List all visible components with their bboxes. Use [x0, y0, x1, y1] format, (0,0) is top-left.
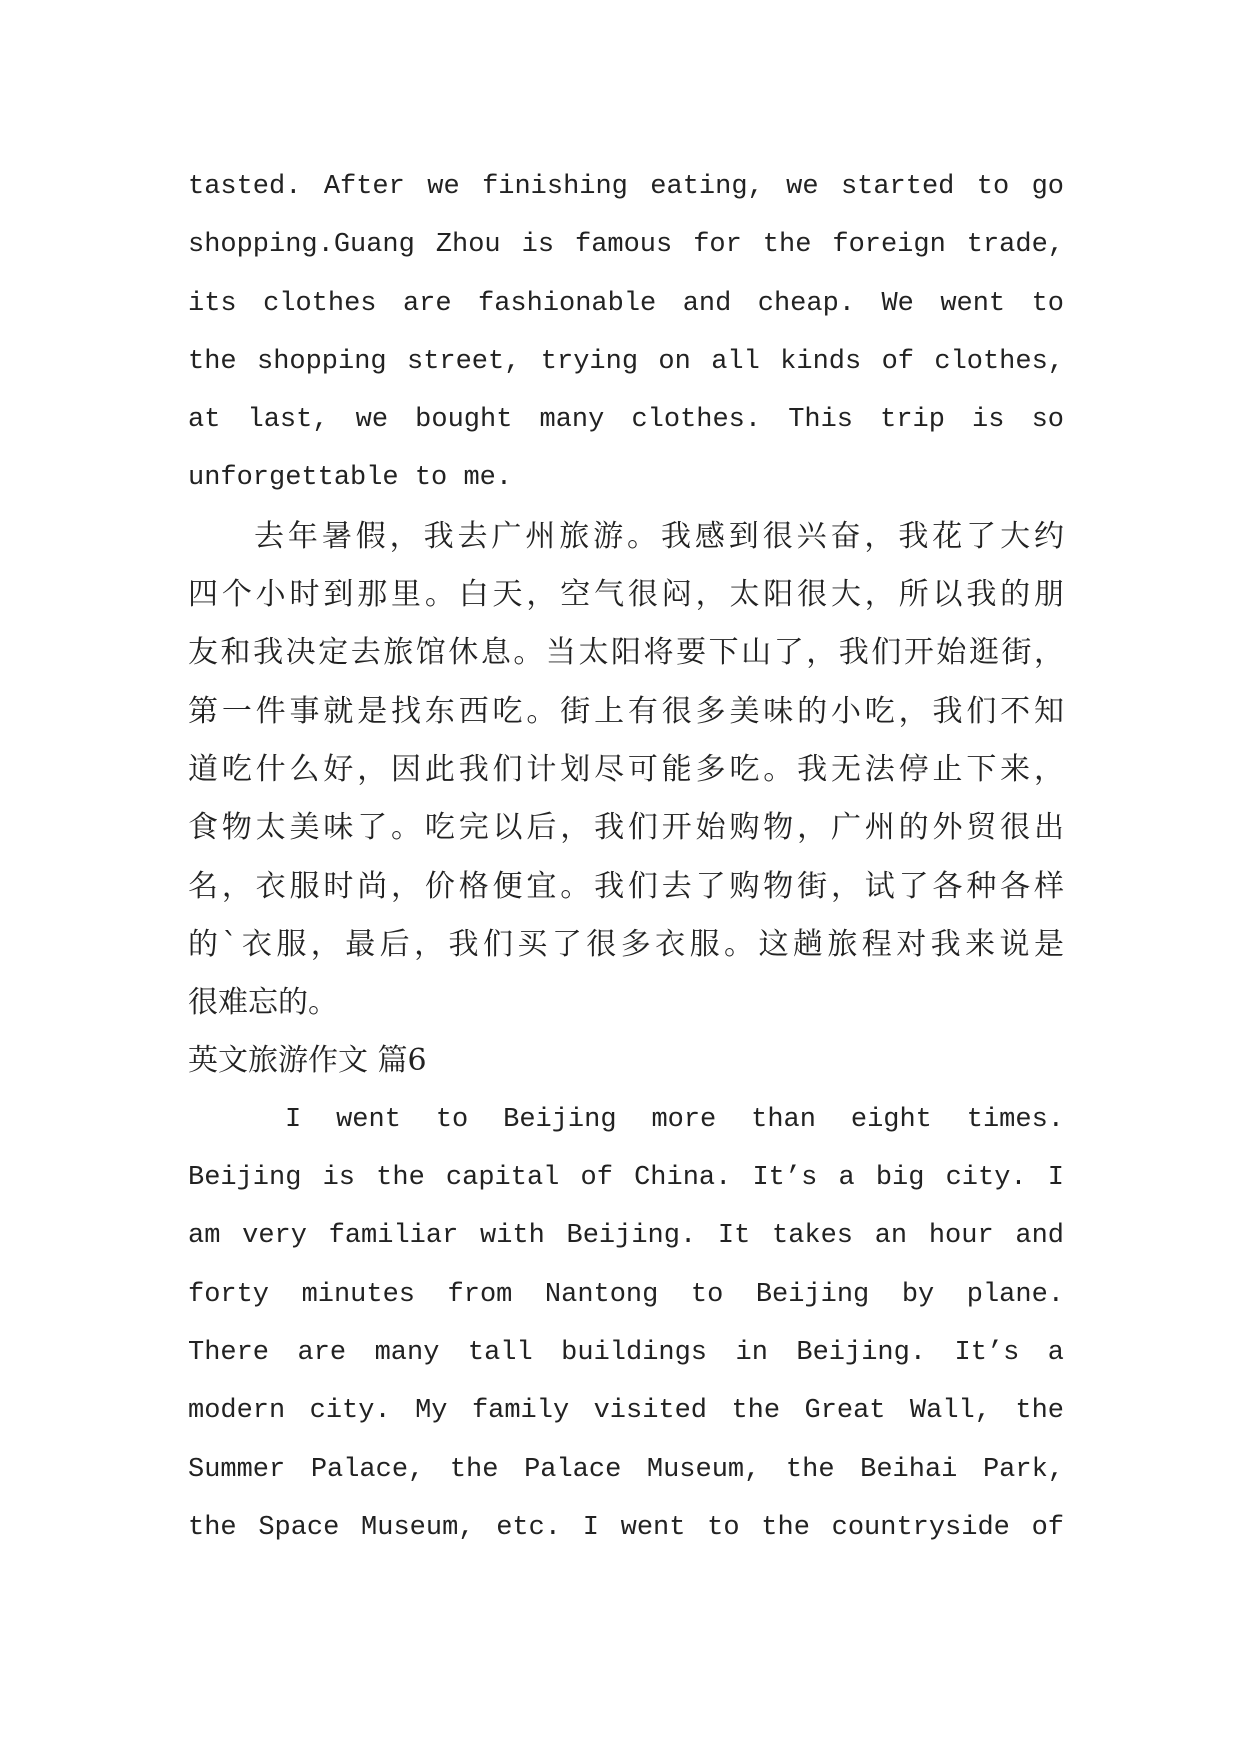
text-line: 很难忘的。 — [188, 985, 338, 1021]
text-line: its clothes are fashionable and cheap. We went to — [188, 288, 1064, 319]
text-line: shopping.Guang Zhou is famous for the foreign trade, — [188, 230, 1064, 261]
text-line: 去年暑假，我去广州旅游。我感到很兴奋，我花了大约 — [254, 518, 1064, 554]
text-line: 食物太美味了。吃完以后，我们开始购物，广州的外贸很出 — [188, 810, 1064, 846]
text-line: unforgettable to me. — [188, 463, 513, 494]
text-line: forty minutes from Nantong to Beijing by plane. — [188, 1279, 1064, 1310]
paragraph-chinese-translation — [188, 508, 1064, 1033]
text-line: 第一件事就是找东西吃。街上有很多美味的小吃，我们不知 — [188, 693, 1064, 729]
text-line: 的`衣服，最后，我们买了很多衣服。这趟旅程对我来说是 — [188, 926, 1064, 962]
text-line: tasted. After we finishing eating, we started to go — [188, 172, 1064, 202]
paragraph-beijing — [188, 1091, 1064, 1557]
text-line: the shopping street, trying on all kinds of clothes, — [188, 346, 1064, 377]
text-line: Summer Palace, the Palace Museum, the Beihai Park, — [188, 1454, 1064, 1485]
text-line: the Space Museum, etc. I went to the countryside of — [188, 1512, 1064, 1543]
text-line: 友和我决定去旅馆休息。当太阳将要下山了，我们开始逛街， — [188, 635, 1064, 671]
text-line: am very familiar with Beijing. It takes an hour and — [188, 1221, 1064, 1252]
text-line: I went to Beijing more than eight times. — [285, 1104, 1064, 1135]
text-line: Beijing is the capital of China. It’s a big city. I — [188, 1163, 1064, 1194]
text-line: 名，衣服时尚，价格便宜。我们去了购物街，试了各种各样 — [188, 868, 1064, 904]
document-body — [188, 158, 1064, 1557]
text-line: There are many tall buildings in Beijing. It’s a — [188, 1337, 1064, 1368]
text-line: 四个小时到那里。白天，空气很闷，太阳很大，所以我的朋 — [188, 577, 1064, 613]
text-line: modern city. My family visited the Great Wall, the — [188, 1396, 1064, 1427]
text-line: 道吃什么好，因此我们计划尽可能多吃。我无法停止下来， — [188, 751, 1064, 787]
section-heading: 英文旅游作文 篇6 — [188, 1043, 427, 1079]
paragraph-english-trip — [188, 158, 1064, 508]
text-line: at last, we bought many clothes. This trip is so — [188, 405, 1064, 436]
